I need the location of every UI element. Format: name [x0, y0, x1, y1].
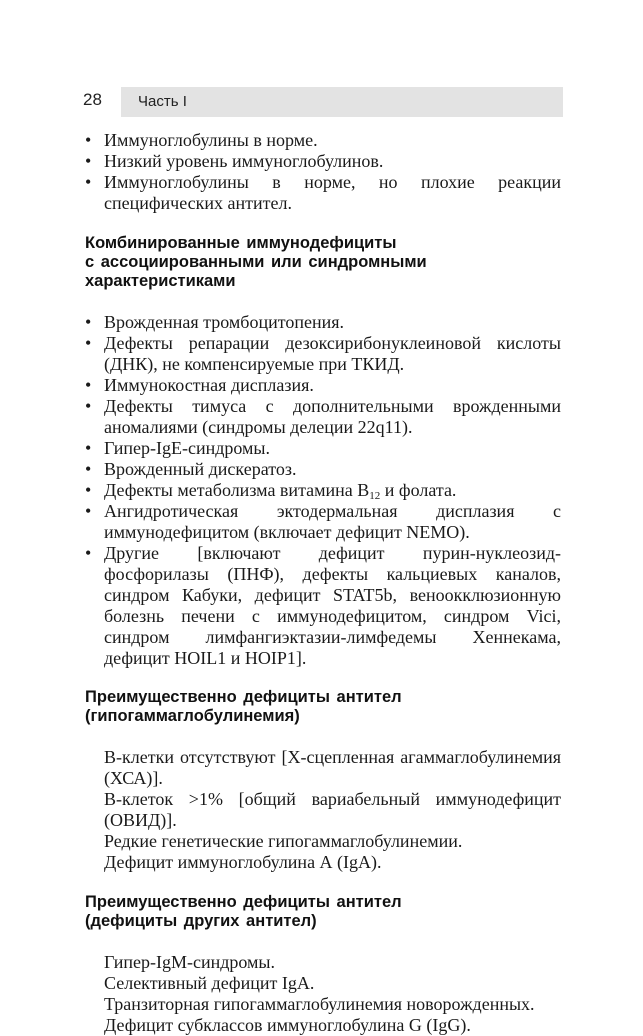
list-item: Селективный дефицит IgA.: [104, 973, 315, 993]
list-item: Гипер-IgM-синдромы.: [104, 952, 276, 972]
list-item: • Другие [включают дефицит пурин-нуклеозид-фосфорилазы (ПНФ), дефекты кальциевых каналов, синдром Кабуки, дефицит STAT5b, веноокклюзионную болезнь печени с иммунодефицитом, синдром Vici, синдром лимфангиэктазии-лимфедемы Хеннекама, дефицит HOIL1 и HOIP1].: [85, 543, 561, 669]
list-item: • Дефекты метаболизма витамина $B_{12}$ и фолата.: [85, 480, 561, 501]
list-item: Транзиторная гипогаммаглобулинемия новорожденных.: [104, 994, 535, 1014]
section-heading: Преимущественно дефициты антител (дефициты других антител): [85, 893, 402, 930]
page-body: [85, 130, 561, 1036]
list-item: • Низкий уровень иммуноглобулинов.: [85, 151, 561, 172]
list-item: Дефицит субклассов иммуноглобулина G (IgG).: [104, 1015, 471, 1035]
list-item: • Врожденная тромбоцитопения.: [85, 312, 561, 333]
list-item: • Иммунокостная дисплазия.: [85, 375, 561, 396]
section-heading: Преимущественно дефициты антител (гипогаммаглобулинемия): [85, 688, 402, 725]
list-item: • Иммуноглобулины в норме.: [85, 130, 561, 151]
other-antibody-list: [85, 952, 561, 1036]
section-heading: Комбинированные иммунодефициты с ассоциированными или синдромными характеристиками: [85, 234, 427, 290]
list-item: В-клеток >1% [общий вариабельный иммунодефицит (ОВИД)].: [104, 789, 561, 830]
list-item: • Ангидротическая эктодермальная дисплазия с иммунодефицитом (включает дефицит NEMO).: [85, 501, 561, 543]
list-item: • Врожденный дискератоз.: [85, 459, 561, 480]
antibody-deficiency-list: [85, 747, 561, 873]
page-number: 28: [83, 90, 102, 109]
running-header: [83, 87, 563, 117]
list-item: • Дефекты репарации дезоксирибонуклеиновой кислоты (ДНК), не компенсируемые при ТКИД.: [85, 333, 561, 375]
list-item: • Иммуноглобулины в норме, но плохие реакции специфических антител.: [85, 172, 561, 214]
outcome-list: [85, 130, 561, 214]
header-bar: [121, 87, 563, 117]
list-item: • Гипер-IgE-синдромы.: [85, 438, 561, 459]
part-title: Часть I: [138, 93, 187, 110]
list-item: В-клетки отсутствуют [Х-сцепленная агаммаглобулинемия (ХСА)].: [104, 747, 561, 788]
syndromic-list: [85, 312, 561, 669]
list-item: • Дефекты тимуса с дополнительными врожденными аномалиями (синдромы делеции 22q11).: [85, 396, 561, 438]
list-item: Дефицит иммуноглобулина А (IgA).: [104, 852, 382, 872]
list-item: Редкие генетические гипогаммаглобулинемии.: [104, 831, 463, 851]
